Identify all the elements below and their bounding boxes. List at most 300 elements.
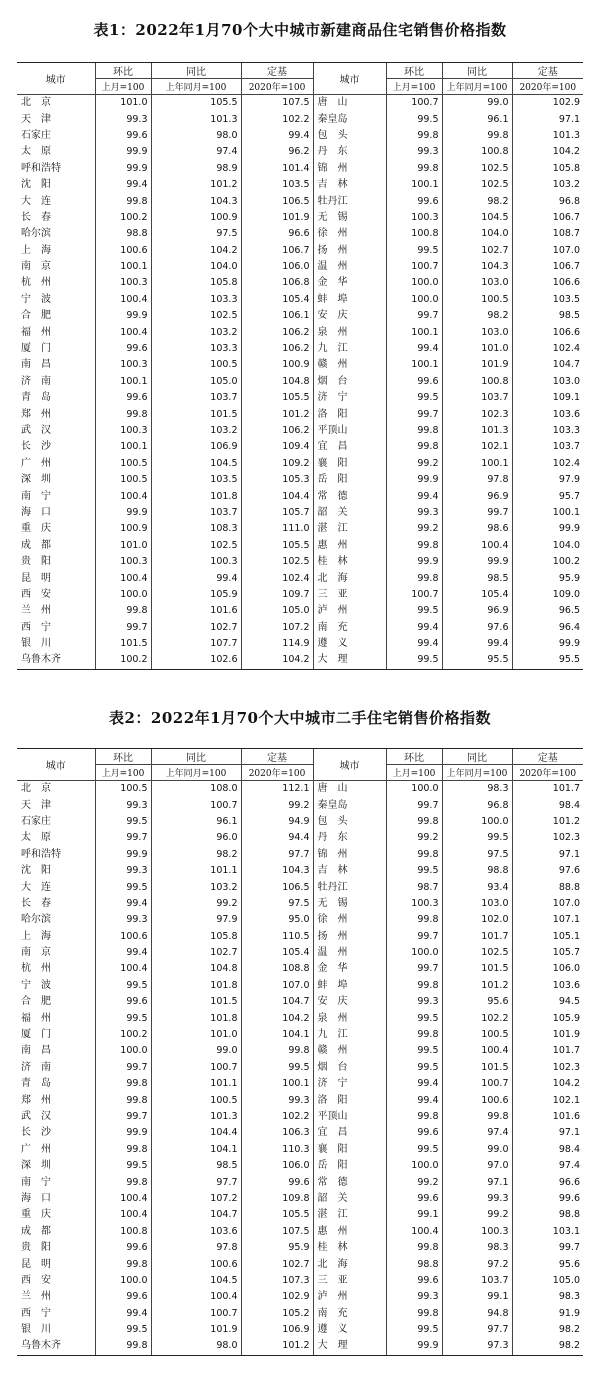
base-value: 109.2: [241, 456, 313, 472]
header-base: 定基: [241, 63, 313, 79]
base-value: 106.5: [241, 879, 313, 895]
table-row: [17, 896, 583, 912]
city-name: 沈 阳: [21, 865, 51, 877]
table-row: [17, 652, 583, 669]
base-value: 104.7: [512, 357, 583, 373]
base-value: 97.9: [512, 472, 583, 488]
city-name: 南 充: [313, 1306, 386, 1322]
city-name: 太 原: [21, 146, 51, 158]
mom-value: 99.7: [386, 797, 442, 813]
table-row: [17, 814, 583, 830]
yoy-value: 99.4: [442, 636, 512, 652]
mom-value: 99.8: [95, 1256, 151, 1272]
mom-value: 99.5: [386, 1010, 442, 1026]
mom-value: 99.7: [386, 406, 442, 422]
base-value: 104.8: [241, 374, 313, 390]
mom-value: 99.8: [95, 1076, 151, 1092]
base-value: 106.2: [241, 324, 313, 340]
base-value: 110.3: [241, 1142, 313, 1158]
table-row: [17, 1076, 583, 1092]
header-yoy-sub: 上年同月=100: [442, 79, 512, 95]
yoy-value: 104.3: [151, 193, 241, 209]
city-name: 大 连: [21, 195, 51, 207]
city-name: 岳 阳: [313, 1158, 386, 1174]
city-name: 宁 波: [21, 293, 51, 305]
mom-value: 99.5: [386, 243, 442, 259]
mom-value: 99.8: [386, 128, 442, 144]
city-name: 牡丹江: [313, 879, 386, 895]
base-value: 95.6: [512, 1256, 583, 1272]
table-row: [17, 1109, 583, 1125]
yoy-value: 96.8: [442, 797, 512, 813]
yoy-value: 103.6: [151, 1224, 241, 1240]
yoy-value: 103.2: [151, 324, 241, 340]
city-name: 金 华: [313, 961, 386, 977]
base-value: 112.1: [241, 781, 313, 798]
base-value: 97.1: [512, 111, 583, 127]
mom-value: 99.8: [95, 193, 151, 209]
yoy-value: 100.0: [442, 814, 512, 830]
yoy-value: 104.4: [151, 1125, 241, 1141]
mom-value: 99.8: [386, 161, 442, 177]
mom-value: 99.4: [386, 1092, 442, 1108]
city-name: 常 德: [313, 488, 386, 504]
mom-value: 100.6: [95, 929, 151, 945]
base-value: 104.2: [241, 1010, 313, 1026]
base-value: 96.6: [241, 226, 313, 242]
city-name: 沈 阳: [21, 179, 51, 191]
city-name: 大 理: [313, 1338, 386, 1355]
mom-value: 100.3: [386, 896, 442, 912]
header-yoy: 同比: [442, 749, 512, 765]
table-row: [17, 439, 583, 455]
base-value: 110.5: [241, 929, 313, 945]
city-name: 泸 州: [313, 1289, 386, 1305]
base-value: 97.5: [241, 896, 313, 912]
yoy-value: 100.8: [442, 144, 512, 160]
yoy-value: 104.0: [151, 259, 241, 275]
mom-value: 99.8: [386, 1240, 442, 1256]
city-name: 大 理: [313, 652, 386, 669]
mom-value: 99.3: [386, 505, 442, 521]
mom-value: 99.6: [95, 128, 151, 144]
mom-value: 100.1: [95, 439, 151, 455]
city-name: 桂 林: [313, 554, 386, 570]
header-yoy-sub: 上年同月=100: [151, 79, 241, 95]
header-base: 定基: [512, 749, 583, 765]
yoy-value: 105.8: [151, 275, 241, 291]
table-row: [17, 1207, 583, 1223]
yoy-value: 97.7: [151, 1174, 241, 1190]
table-row: [17, 912, 583, 928]
table-row: [17, 210, 583, 226]
base-value: 107.3: [241, 1273, 313, 1289]
yoy-value: 98.3: [442, 1240, 512, 1256]
yoy-value: 100.4: [151, 1289, 241, 1305]
mom-value: 100.0: [95, 587, 151, 603]
city-name: 烟 台: [313, 1060, 386, 1076]
city-name: 烟 台: [313, 374, 386, 390]
city-name: 温 州: [313, 945, 386, 961]
mom-value: 99.3: [95, 111, 151, 127]
city-name: 长 春: [21, 897, 51, 909]
yoy-value: 100.3: [442, 1224, 512, 1240]
base-value: 107.0: [241, 978, 313, 994]
header-base-sub: 2020年=100: [241, 79, 313, 95]
mom-value: 99.9: [95, 161, 151, 177]
base-value: 107.1: [512, 912, 583, 928]
mom-value: 99.9: [386, 1338, 442, 1355]
mom-value: 99.3: [386, 144, 442, 160]
base-value: 114.9: [241, 636, 313, 652]
yoy-value: 101.0: [442, 341, 512, 357]
mom-value: 100.2: [95, 1027, 151, 1043]
city-name: 南 宁: [21, 490, 51, 502]
base-value: 103.0: [512, 374, 583, 390]
city-name: 常 德: [313, 1174, 386, 1190]
mom-value: 99.8: [386, 1306, 442, 1322]
yoy-value: 101.8: [151, 488, 241, 504]
mom-value: 98.7: [386, 879, 442, 895]
city-name: 天 津: [21, 799, 51, 811]
yoy-value: 104.5: [442, 210, 512, 226]
yoy-value: 100.3: [151, 554, 241, 570]
base-value: 100.1: [512, 505, 583, 521]
mom-value: 101.0: [95, 538, 151, 554]
base-value: 103.3: [512, 423, 583, 439]
yoy-value: 100.7: [151, 1306, 241, 1322]
base-value: 106.6: [512, 324, 583, 340]
table-row: [17, 390, 583, 406]
base-value: 105.9: [512, 1010, 583, 1026]
base-value: 101.6: [512, 1109, 583, 1125]
city-name: 呼和浩特: [21, 848, 61, 860]
yoy-value: 104.7: [151, 1207, 241, 1223]
base-value: 103.1: [512, 1224, 583, 1240]
base-value: 106.7: [241, 243, 313, 259]
base-value: 94.9: [241, 814, 313, 830]
city-name: 湛 江: [313, 1207, 386, 1223]
base-value: 111.0: [241, 521, 313, 537]
mom-value: 99.3: [95, 912, 151, 928]
city-name: 安 庆: [313, 994, 386, 1010]
yoy-value: 104.5: [151, 456, 241, 472]
mom-value: 99.6: [95, 390, 151, 406]
yoy-value: 98.5: [442, 570, 512, 586]
city-name: 惠 州: [313, 538, 386, 554]
city-name: 哈尔滨: [21, 914, 51, 926]
mom-value: 99.8: [95, 406, 151, 422]
yoy-value: 96.1: [151, 814, 241, 830]
mom-value: 99.3: [95, 797, 151, 813]
table-row: [17, 879, 583, 895]
city-name: 无 锡: [313, 210, 386, 226]
mom-value: 101.5: [95, 636, 151, 652]
yoy-value: 101.3: [151, 111, 241, 127]
mom-value: 99.9: [95, 308, 151, 324]
mom-value: 99.4: [386, 636, 442, 652]
mom-value: 100.3: [95, 554, 151, 570]
base-value: 105.5: [241, 390, 313, 406]
mom-value: 100.3: [95, 423, 151, 439]
base-value: 96.5: [512, 603, 583, 619]
base-value: 103.5: [241, 177, 313, 193]
base-value: 96.6: [512, 1174, 583, 1190]
base-value: 102.2: [241, 111, 313, 127]
table-row: [17, 1338, 583, 1355]
city-name: 西 安: [21, 1274, 51, 1286]
header-city: 城市: [17, 749, 95, 781]
mom-value: 99.5: [386, 652, 442, 669]
yoy-value: 103.3: [151, 292, 241, 308]
table-row: [17, 636, 583, 652]
table-row: [17, 111, 583, 127]
city-name: 包 头: [313, 128, 386, 144]
table-row: [17, 994, 583, 1010]
city-name: 遵 义: [313, 1322, 386, 1338]
yoy-value: 100.8: [442, 374, 512, 390]
city-name: 南 京: [21, 261, 51, 273]
base-value: 106.6: [512, 275, 583, 291]
city-name: 北 海: [313, 570, 386, 586]
header-mom-sub: 上月=100: [95, 765, 151, 781]
header-base-sub: 2020年=100: [241, 765, 313, 781]
city-name: 南 昌: [21, 359, 51, 371]
yoy-value: 99.2: [151, 896, 241, 912]
table-row: [17, 1174, 583, 1190]
table-row: [17, 961, 583, 977]
mom-value: 100.4: [95, 292, 151, 308]
table-row: [17, 1191, 583, 1207]
base-value: 99.7: [512, 1240, 583, 1256]
header-city: 城市: [17, 63, 95, 95]
yoy-value: 102.5: [151, 308, 241, 324]
table-row: [17, 620, 583, 636]
city-name: 唐 山: [313, 781, 386, 798]
city-name: 杭 州: [21, 963, 51, 975]
yoy-value: 97.3: [442, 1338, 512, 1355]
yoy-value: 104.8: [151, 961, 241, 977]
mom-value: 100.5: [95, 781, 151, 798]
yoy-value: 105.4: [442, 587, 512, 603]
base-value: 101.9: [512, 1027, 583, 1043]
city-name: 济 南: [21, 1061, 51, 1073]
yoy-value: 101.9: [442, 357, 512, 373]
base-value: 109.4: [241, 439, 313, 455]
city-name: 深 圳: [21, 1160, 51, 1172]
base-value: 98.2: [512, 1338, 583, 1355]
base-value: 105.0: [241, 603, 313, 619]
city-name: 遵 义: [313, 636, 386, 652]
yoy-value: 101.2: [151, 177, 241, 193]
mom-value: 99.7: [95, 830, 151, 846]
yoy-value: 99.8: [442, 128, 512, 144]
header-mom-sub: 上月=100: [386, 79, 442, 95]
table-row: [17, 570, 583, 586]
base-value: 99.9: [512, 521, 583, 537]
table-row: [17, 1060, 583, 1076]
city-name: 广 州: [21, 1143, 51, 1155]
mom-value: 100.1: [95, 259, 151, 275]
mom-value: 99.6: [95, 994, 151, 1010]
city-name: 郑 州: [21, 408, 51, 420]
yoy-value: 102.7: [442, 243, 512, 259]
city-name: 宜 昌: [313, 1125, 386, 1141]
city-name: 平顶山: [313, 423, 386, 439]
table-row: [17, 554, 583, 570]
base-value: 103.7: [512, 439, 583, 455]
yoy-value: 100.5: [442, 292, 512, 308]
mom-value: 99.4: [386, 1076, 442, 1092]
yoy-value: 97.7: [442, 1322, 512, 1338]
city-name: 哈尔滨: [21, 228, 51, 240]
table-row: [17, 847, 583, 863]
yoy-value: 102.5: [151, 538, 241, 554]
yoy-value: 100.5: [151, 357, 241, 373]
mom-value: 100.1: [386, 177, 442, 193]
yoy-value: 101.7: [442, 929, 512, 945]
base-value: 105.5: [241, 538, 313, 554]
mom-value: 99.5: [386, 1322, 442, 1338]
mom-value: 100.2: [95, 210, 151, 226]
base-value: 102.1: [512, 1092, 583, 1108]
base-value: 107.2: [241, 620, 313, 636]
mom-value: 99.5: [95, 1158, 151, 1174]
yoy-value: 98.2: [442, 308, 512, 324]
base-value: 95.9: [241, 1240, 313, 1256]
header-yoy-sub: 上年同月=100: [151, 765, 241, 781]
yoy-value: 107.7: [151, 636, 241, 652]
base-value: 101.4: [241, 161, 313, 177]
yoy-value: 103.7: [442, 390, 512, 406]
yoy-value: 97.9: [151, 912, 241, 928]
mom-value: 99.8: [386, 847, 442, 863]
base-value: 99.6: [241, 1174, 313, 1190]
mom-value: 99.6: [95, 1289, 151, 1305]
base-value: 107.0: [512, 896, 583, 912]
yoy-value: 107.2: [151, 1191, 241, 1207]
base-value: 109.0: [512, 587, 583, 603]
mom-value: 99.3: [95, 863, 151, 879]
yoy-value: 100.7: [151, 1060, 241, 1076]
base-value: 102.7: [241, 1256, 313, 1272]
city-name: 海 口: [21, 506, 51, 518]
mom-value: 100.5: [95, 472, 151, 488]
base-value: 101.2: [241, 406, 313, 422]
mom-value: 100.9: [95, 521, 151, 537]
table-row: [17, 128, 583, 144]
mom-value: 99.9: [95, 505, 151, 521]
mom-value: 99.8: [386, 912, 442, 928]
base-value: 102.2: [241, 1109, 313, 1125]
yoy-value: 97.8: [151, 1240, 241, 1256]
city-name: 昆 明: [21, 572, 51, 584]
mom-value: 99.8: [95, 1142, 151, 1158]
city-name: 北 京: [21, 783, 51, 795]
base-value: 105.1: [512, 929, 583, 945]
yoy-value: 99.1: [442, 1289, 512, 1305]
mom-value: 99.6: [386, 374, 442, 390]
city-name: 郑 州: [21, 1094, 51, 1106]
city-name: 秦皇岛: [313, 111, 386, 127]
base-value: 99.6: [512, 1191, 583, 1207]
table-row: [17, 341, 583, 357]
city-name: 湛 江: [313, 521, 386, 537]
yoy-value: 94.8: [442, 1306, 512, 1322]
yoy-value: 105.5: [151, 95, 241, 112]
city-name: 成 都: [21, 539, 51, 551]
base-value: 105.4: [241, 945, 313, 961]
city-name: 丹 东: [313, 144, 386, 160]
city-name: 福 州: [21, 326, 51, 338]
table-row: [17, 863, 583, 879]
table-row: [17, 1158, 583, 1174]
base-value: 91.9: [512, 1306, 583, 1322]
table-row: [17, 488, 583, 504]
mom-value: 100.7: [386, 259, 442, 275]
yoy-value: 101.3: [442, 423, 512, 439]
table-row: [17, 521, 583, 537]
table1-title: 表1：2022年1月70个大中城市新建商品住宅销售价格指数: [93, 21, 507, 39]
mom-value: 99.7: [386, 961, 442, 977]
table-row: [17, 1027, 583, 1043]
mom-value: 99.4: [95, 945, 151, 961]
table-row: [17, 781, 583, 798]
base-value: 96.2: [241, 144, 313, 160]
city-name: 太 原: [21, 832, 51, 844]
header-base: 定基: [241, 749, 313, 765]
yoy-value: 102.1: [442, 439, 512, 455]
city-name: 兰 州: [21, 1291, 51, 1303]
base-value: 104.0: [512, 538, 583, 554]
base-value: 107.0: [512, 243, 583, 259]
yoy-value: 98.0: [151, 1338, 241, 1355]
city-name: 贵 阳: [21, 1242, 51, 1254]
table-row: [17, 929, 583, 945]
city-name: 青 岛: [21, 392, 51, 404]
city-name: 长 沙: [21, 441, 51, 453]
city-name: 济 宁: [313, 390, 386, 406]
yoy-value: 103.0: [442, 896, 512, 912]
city-name: 温 州: [313, 259, 386, 275]
mom-value: 99.9: [95, 1125, 151, 1141]
mom-value: 99.8: [386, 538, 442, 554]
base-value: 102.3: [512, 830, 583, 846]
mom-value: 100.0: [386, 275, 442, 291]
yoy-value: 105.9: [151, 587, 241, 603]
base-value: 97.7: [241, 847, 313, 863]
yoy-value: 95.5: [442, 652, 512, 669]
base-value: 101.7: [512, 781, 583, 798]
yoy-value: 106.9: [151, 439, 241, 455]
mom-value: 100.0: [386, 781, 442, 798]
yoy-value: 99.5: [442, 830, 512, 846]
mom-value: 99.8: [95, 1092, 151, 1108]
header-city: 城市: [313, 63, 386, 95]
mom-value: 99.8: [386, 978, 442, 994]
yoy-value: 108.3: [151, 521, 241, 537]
yoy-value: 101.1: [151, 1076, 241, 1092]
yoy-value: 101.5: [442, 961, 512, 977]
base-value: 106.0: [241, 1158, 313, 1174]
mom-value: 99.5: [95, 879, 151, 895]
city-name: 九 江: [313, 341, 386, 357]
header-mom: 环比: [95, 749, 151, 765]
city-name: 南 充: [313, 620, 386, 636]
table-row: [17, 472, 583, 488]
base-value: 88.8: [512, 879, 583, 895]
mom-value: 99.7: [386, 929, 442, 945]
